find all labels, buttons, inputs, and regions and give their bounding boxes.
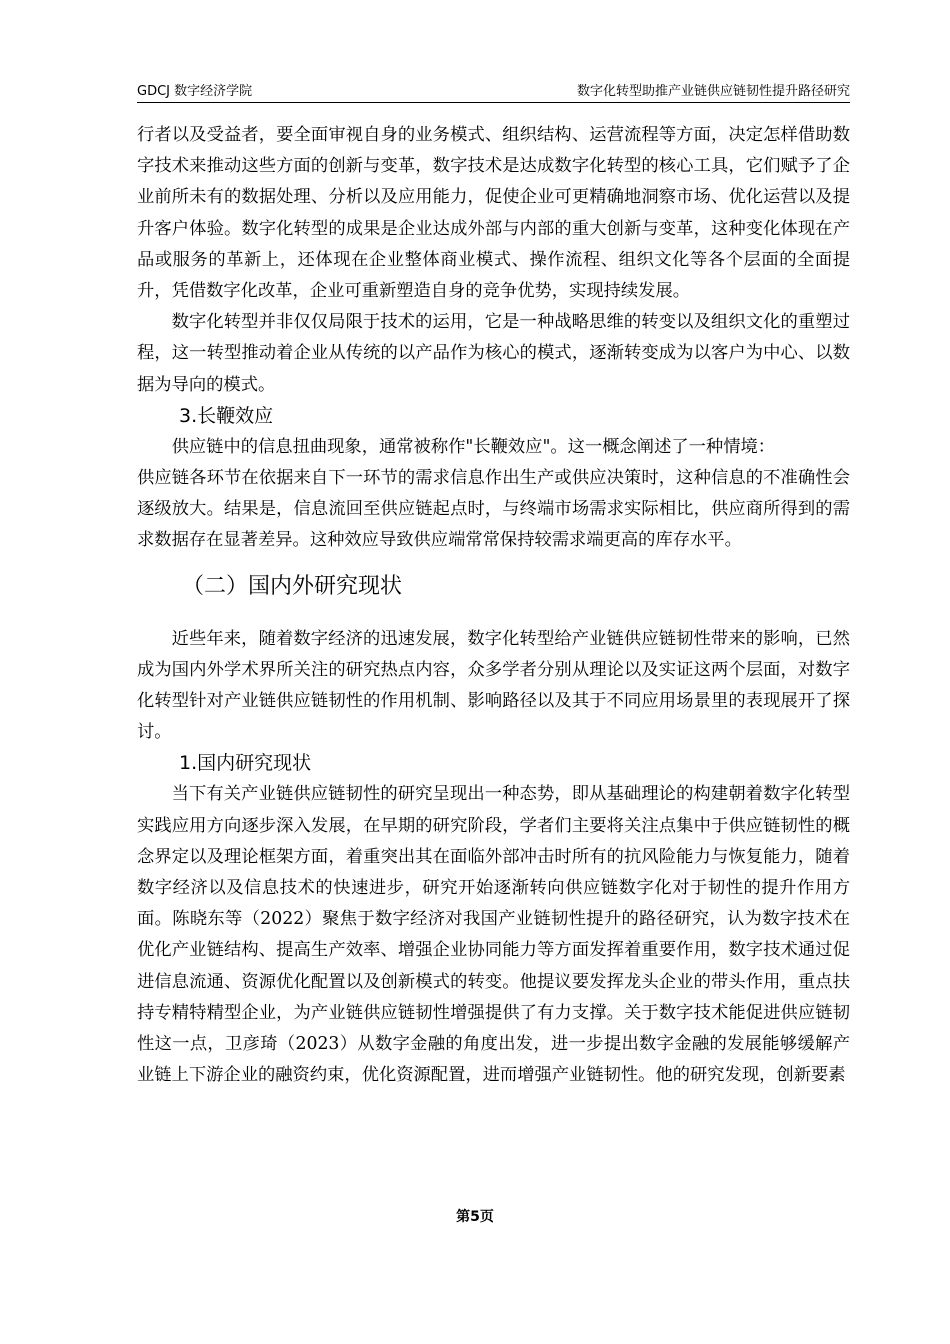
paragraph-domestic-research: 当下有关产业链供应链韧性的研究呈现出一种态势，即从基础理论的构建朝着数字化转型实践应用方向逐步深入发展，在早期的研究阶段，学者们主要将关注点集中于供应链韧性的概念界定以及理论框架方面，着重突出其在面临外部冲击时所有的抗风险能力与恢复能力，随着数字经济以及信息技术的快速进步，研究开始逐渐转向供应链数字化对于韧性的提升作用方面。陈晓东等（2022）聚焦于数字经济对我国产业链韧性提升的路径研究，认为数字技术在优化产业链结构、提高生产效率、增强企业协同能力等方面发挥着重要作用，数字技术通过促进信息流通、资源优化配置以及创新模式的转变。他提议要发挥龙头企业的带头作用，重点扶持专精特精型企业，为产业链供应链韧性增强提供了有力支撑。关于数字技术能促进供应链韧性这一点，卫彦琦（2023）从数字金融的角度出发，进一步提出数字金融的发展能够缓解产业链上下游企业的融资约束，优化资源配置，进而增强产业链韧性。他的研究发现，创新要素 xyxy=(137,784,850,1086)
paragraph-bullwhip-intro: 供应链中的信息扭曲现象，通常被称作"长鞭效应"。这一概念阐述了一种情境： xyxy=(171,436,776,457)
paragraph-continuation: 行者以及受益者，要全面审视自身的业务模式、组织结构、运营流程等方面，决定怎样借助数字技术来推动这些方面的创新与变革，数字技术是达成数字化转型的核心工具，它们赋予了企业前所未有的数据处理、分析以及应用能力，促使企业可更精确地洞察市场、优化运营以及提升客户体验。数字化转型的成果是企业达成外部与内部的重大创新与变革，这种变化体现在产品或服务的革新上，还体现在企业整体商业模式、操作流程、组织文化等各个层面的全面提升，凭借数字化改革，企业可重新塑造自身的竞争优势，实现持续发展。 xyxy=(137,125,850,302)
paragraph-research-overview: 近些年来，随着数字经济的迅速发展，数字化转型给产业链供应链韧性带来的影响，已然成为国内外学术界所关注的研究热点内容，众多学者分别从理论以及实证这两个层面，对数字化转型针对产业链供应链韧性的作用机制、影响路径以及其于不同应用场景里的表现展开了探讨。 xyxy=(137,628,850,743)
header-title: 数字化转型助推产业链供应链韧性提升路径研究 xyxy=(576,84,850,99)
header-institution: GDCJ 数字经济学院 xyxy=(137,84,253,99)
page-number: 第5页 xyxy=(456,1209,494,1225)
section-heading-research-status: （二）国内外研究现状 xyxy=(182,573,403,599)
heading-bullwhip-effect: 3.长鞭效应 xyxy=(179,404,274,427)
paragraph-bullwhip-detail: 供应链各环节在依据来自下一环节的需求信息作出生产或供应决策时，这种信息的不准确性会逐级放大。结果是，信息流回至供应链起点时，与终端市场需求实际相比，供应商所得到的需求数据存在显著差异。这种效应导致供应端常常保持较需求端更高的库存水平。 xyxy=(137,468,850,551)
body-text xyxy=(137,120,850,1091)
heading-domestic-research: 1.国内研究现状 xyxy=(179,752,312,775)
paragraph-digital-transformation: 数字化转型并非仅仅局限于技术的运用，它是一种战略思维的转变以及组织文化的重塑过程，这一转型推动着企业从传统的以产品作为核心的模式，逐渐转变成为以客户为中心、以数据为导向的模式。 xyxy=(137,312,850,395)
header-rule xyxy=(137,102,850,103)
